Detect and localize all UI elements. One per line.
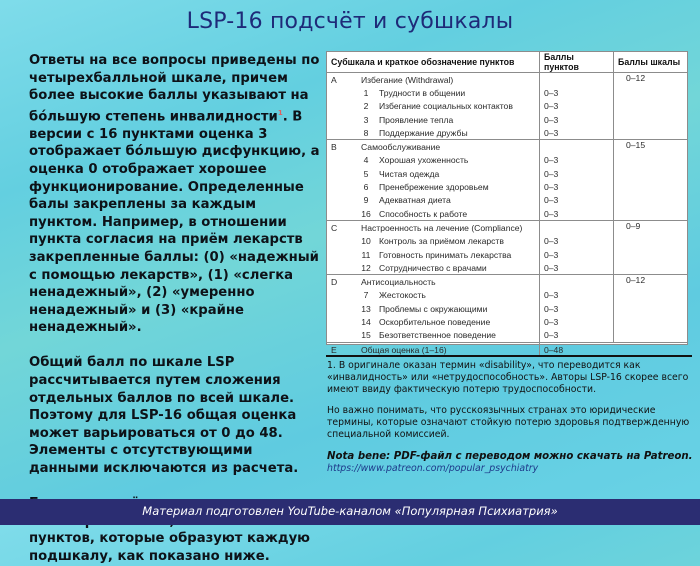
- subscale-scale-score: [614, 221, 688, 275]
- subscale-letter: A: [327, 73, 357, 87]
- item-score: 0–3: [540, 235, 614, 248]
- item-score: 0–3: [540, 154, 614, 167]
- item-spacer: [327, 126, 357, 140]
- item-score: 0–3: [540, 126, 614, 140]
- paragraph-scoring: [29, 52, 324, 337]
- item-number: 7: [363, 290, 369, 301]
- item-score: 0–3: [540, 329, 614, 343]
- table-row-subscale: [327, 140, 687, 154]
- item-number: 16: [361, 208, 371, 219]
- item-name: Проявление тепла: [379, 114, 454, 125]
- item-name: Жестокость: [379, 290, 426, 301]
- subscale-item-score-empty: [540, 140, 614, 154]
- item-score: 0–3: [540, 167, 614, 180]
- subscale-name: Самообслуживание: [357, 140, 540, 154]
- subscale-scale-score: [614, 73, 688, 140]
- item-spacer: [327, 167, 357, 180]
- subscale-table: [326, 51, 688, 355]
- subscale-range: 0–12: [626, 73, 646, 83]
- item-spacer: [327, 86, 357, 99]
- item-number: 11: [361, 249, 371, 260]
- item-spacer: [327, 315, 357, 328]
- item-spacer: [327, 248, 357, 261]
- subscale-item-score-empty: [540, 275, 614, 289]
- footnote-ref[interactable]: 1: [277, 108, 283, 117]
- nota-bene-text: Nota bene: PDF-файл с переводом можно скачать на Patreon.: [327, 450, 693, 462]
- subscale-name: Антисоциальность: [357, 275, 540, 289]
- item-name: Трудности в общении: [379, 87, 466, 98]
- paragraph-scoring-part1: Ответы на все вопросы приведены по четырехбалльной шкале, причем более высокие баллы указывают на бóльшую степень инвалидности: [29, 53, 320, 125]
- item-name: Контроль за приёмом лекарств: [379, 236, 504, 247]
- item-name: Проблемы с окружающими: [379, 303, 488, 314]
- item-score: 0–3: [540, 113, 614, 126]
- item-score: 0–3: [540, 194, 614, 207]
- item-name: Избегание социальных контактов: [379, 101, 513, 112]
- item-name: Оскорбительное поведение: [379, 316, 491, 327]
- item-spacer: [327, 261, 357, 275]
- item-spacer: [327, 100, 357, 113]
- item-name: Хорошая ухоженность: [379, 155, 469, 166]
- patreon-link[interactable]: https://www.patreon.com/popular_psychiatry: [327, 462, 539, 474]
- footer-banner: Материал подготовлен YouTube-каналом «Популярная Психиатрия»: [0, 499, 700, 525]
- item-spacer: [327, 194, 357, 207]
- subscale-letter: C: [327, 221, 357, 235]
- remark-text: Но важно понимать, что русскоязычных странах это юридические термины, которые означают стойкую потерю здоровья подтвержденную специальной комиссией.: [327, 405, 690, 441]
- item-score: 0–3: [540, 100, 614, 113]
- subscale-range: 0–12: [626, 275, 646, 286]
- item-spacer: [327, 235, 357, 248]
- item-number: 9: [363, 195, 369, 206]
- item-number: 1: [363, 87, 369, 98]
- item-score: 0–3: [540, 207, 614, 221]
- item-number: 13: [361, 303, 371, 314]
- item-number: 3: [363, 114, 369, 125]
- item-number: 2: [363, 101, 369, 112]
- item-score: 0–3: [540, 315, 614, 328]
- header-item-score: Баллы пунктов: [540, 52, 614, 73]
- description-text: [29, 52, 324, 566]
- subscale-range: 0–9: [626, 221, 641, 232]
- item-spacer: [327, 302, 357, 315]
- item-spacer: [327, 180, 357, 193]
- table-row-subscale: [327, 221, 687, 235]
- item-spacer: [327, 329, 357, 343]
- paragraph-total: Общий балл по шкале LSP рассчитывается путем сложения отдельных баллов по всей шкале. Поэтому для LSP-16 общая оценка может варьироваться от 0 до 48. Элементы с отсутствующими данными исключаются из расчета.: [29, 355, 299, 477]
- item-number: 4: [363, 155, 369, 166]
- item-score: 0–3: [540, 289, 614, 302]
- item-spacer: [327, 289, 357, 302]
- item-number: 6: [363, 182, 369, 193]
- footnote-text: 1. В оригинале оказан термин «disability», что переводится как «инвалидность» или «нетрудоспособность». Авторы LSP-16 скорее всего имеют ввиду фактическую потерю трудоспособности.: [327, 360, 689, 396]
- item-spacer: [327, 207, 357, 221]
- item-number: 10: [361, 236, 371, 247]
- item-name: Чистая одежда: [379, 168, 440, 179]
- subscale-name: Настроенность на лечение (Compliance): [357, 221, 540, 235]
- table-row-subscale: [327, 73, 687, 87]
- item-score: 0–3: [540, 302, 614, 315]
- total-score: 0–48: [540, 342, 688, 356]
- subscale-scale-score: [614, 275, 688, 342]
- paragraph-scoring-part2: . В версии с 16 пунктами оценка 3 отображает бóльшую дисфункцию, а оценка 0 отображает хорошее функционирование. Определенные балы закреплены за каждым пунктом. Например, в отношении пункта согласия на приём лекарств закрепленные баллы: (0) «надежный с помощью лекарств», (1) «слегка ненадежный», (2) «умеренно ненадежный» и (3) «крайне ненадежный».: [29, 109, 320, 336]
- total-letter: E: [327, 342, 357, 356]
- item-name: Поддержание дружбы: [379, 127, 468, 138]
- footnote-divider: [326, 355, 692, 357]
- subscale-name: Избегание (Withdrawal): [357, 73, 540, 87]
- item-name: Готовность принимать лекарства: [379, 249, 512, 260]
- subscale-range: 0–15: [626, 140, 646, 151]
- item-number: 12: [361, 262, 371, 273]
- item-score: 0–3: [540, 248, 614, 261]
- item-name: Сотрудничество с врачами: [379, 262, 487, 273]
- subscale-item-score-empty: [540, 221, 614, 235]
- item-number: 15: [361, 330, 371, 341]
- table-header-row: [327, 52, 687, 73]
- item-score: 0–3: [540, 261, 614, 275]
- item-name: Безответственное поведение: [379, 330, 496, 341]
- paragraph-subscales: пунктов, которые образуют каждую подшкалу, как показано ниже.: [29, 531, 310, 565]
- table-row-subscale: [327, 275, 687, 289]
- subscale-letter: D: [327, 275, 357, 289]
- item-number: 14: [361, 316, 371, 327]
- item-name: Адекватная диета: [379, 195, 451, 206]
- item-spacer: [327, 154, 357, 167]
- subscale-item-score-empty: [540, 73, 614, 87]
- subscale-letter: B: [327, 140, 357, 154]
- notes-section: [327, 360, 695, 475]
- page-title: LSP-16 подсчёт и субшкалы: [186, 9, 514, 34]
- item-name: Способность к работе: [379, 208, 468, 219]
- item-score: 0–3: [540, 86, 614, 99]
- header-subscale: Субшкала и краткое обозначение пунктов: [327, 52, 540, 73]
- total-name: Общая оценка (1–16): [357, 342, 540, 356]
- item-score: 0–3: [540, 180, 614, 193]
- item-number: 8: [363, 127, 369, 138]
- header-scale-score: Баллы шкалы: [614, 52, 688, 73]
- item-spacer: [327, 113, 357, 126]
- item-number: 5: [363, 168, 369, 179]
- subscale-scale-score: [614, 140, 688, 221]
- item-name: Пренебрежение здоровьем: [379, 182, 489, 193]
